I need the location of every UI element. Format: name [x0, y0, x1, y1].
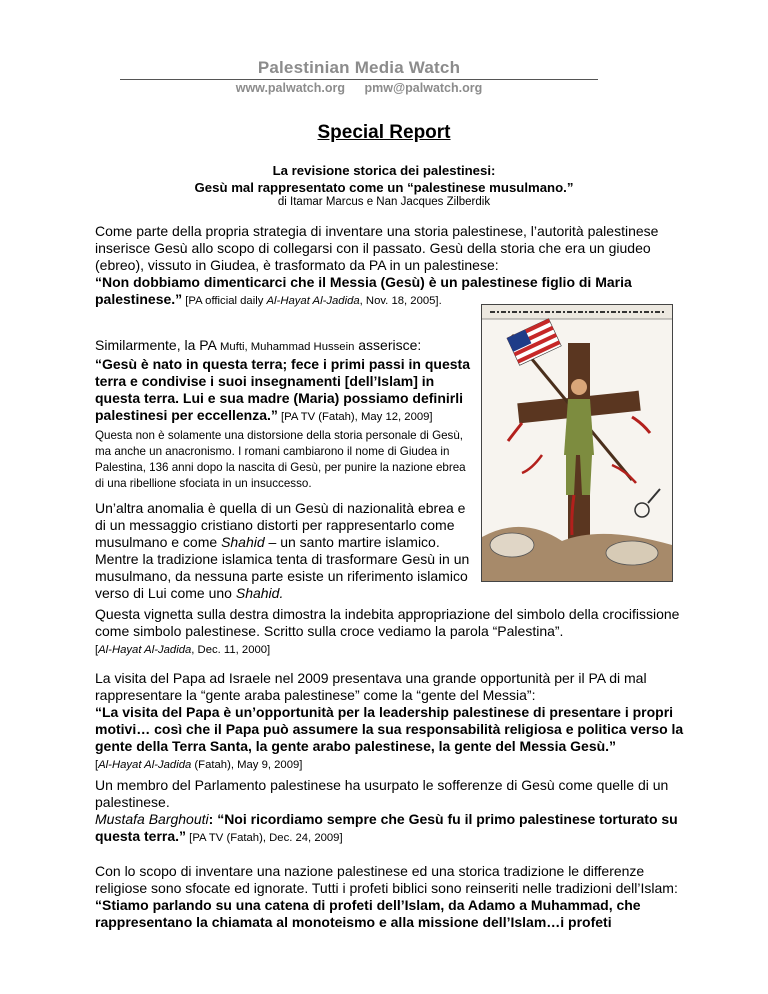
p5-text: Questa vignetta sulla destra dimostra la indebita appropriazione del simbolo della crocifissione come simbolo palestinese. Scritto sulla croce vediamo la parola “Palestina”.: [95, 606, 680, 639]
paragraph-3: Questa non è solamente una distorsione della storia personale di Gesù, ma anche un anacronismo. I romani cambiarono il nome di Giudea in Palestina, 136 anni dopo la nascita di Gesù, per punire la nazione ebrea di una ribellione sfociata in un insuccesso.: [95, 429, 466, 490]
p2-quote: “Gesù è nato in questa terra; fece i primi passi in questa terra e condivise i suoi insegnamenti [dell’Islam] in questa terra. Lui e sua madre (Maria) possiamo definirli palestinesi per eccellenza.”: [95, 356, 470, 423]
figure-body: [564, 399, 594, 455]
p4-shahid-end: Shahid.: [235, 585, 284, 601]
p2-source: [PA TV (Fatah), May 12, 2009]: [277, 411, 433, 423]
paragraph-7: Un membro del Parlamento palestinese ha usurpato le sofferenze di Gesù come quelle di un palestinese. Mustafa Barghouti: “Noi ricordiamo sempre che Gesù fu il primo palestinese torturato su questa terra.” [PA TV (Fatah), Dec. 24, 2009]: [95, 777, 678, 844]
p6-source: [Al-Hayat Al-Jadida (Fatah), May 9, 2009]: [95, 759, 303, 771]
p4-shahid: Shahid: [221, 534, 265, 550]
p8-text: Con lo scopo di inventare una nazione palestinese ed una storica tradizione le differenze religiose sono sfocate ed ignorate. Tutti i profeti biblici sono reinseriti nelle tradizioni dell’Islam:: [95, 863, 678, 896]
masthead: [120, 58, 598, 95]
website-link[interactable]: www.palwatch.org: [235, 81, 346, 95]
paragraph-2: [95, 337, 473, 426]
masthead-links: [120, 81, 598, 95]
figure-left: [490, 533, 534, 557]
subtitle-line-1: La revisione storica dei palestinesi:: [272, 163, 496, 178]
byline: di Itamar Marcus e Nan Jacques Zilberdik: [277, 196, 491, 208]
report-title: Special Report: [317, 122, 451, 143]
figure-head: [571, 379, 587, 395]
p8-quote: “Stiamo parlando su una catena di profeti dell’Islam, da Adamo a Muhammad, che rappresentano la chiamata al monoteismo e alla missione dell’Islam…i profeti: [95, 897, 641, 930]
paragraph-4: [95, 500, 475, 602]
cartoon-drawing: [482, 305, 672, 581]
p7-speaker: Mustafa Barghouti: [95, 811, 209, 827]
email-link[interactable]: pmw@palwatch.org: [364, 81, 483, 95]
newspaper-header-strip: [482, 305, 672, 319]
paragraph-6: [95, 670, 687, 774]
p6-text: La visita del Papa ad Israele nel 2009 presentava una grande opportunità per il PA di mal rappresentare la “gente araba palestinese” come la “gente del Messia”:: [95, 670, 647, 703]
figure-right: [606, 541, 658, 565]
p2-verb: asserisce:: [354, 337, 422, 353]
p2-mufti-name: Mufti, Muhammad Hussein: [220, 341, 355, 353]
p7-quote: “Noi ricordiamo sempre che Gesù fu il primo palestinese torturato su questa terra.”: [95, 811, 678, 844]
p4-text-a: Un’altra anomalia è quella di un Gesù di nazionalità ebrea e di un messaggio cristiano distorti per rappresentarlo come musulmano e come: [95, 500, 466, 550]
p7-text: Un membro del Parlamento palestinese ha usurpato le sofferenze di Gesù come quelle di un palestinese.: [95, 777, 669, 810]
p6-quote: “La visita del Papa è un’opportunità per la leadership palestinese di presentare i propri motivi… così che il Papa può assumere la sua responsabilità religiosa e politica verso la gente della Terra Santa, la gente arabo palestinese, la gente del Messia Gesù.”: [95, 704, 684, 754]
hammer-icon: [635, 503, 649, 517]
p1-quote: “Non dobbiamo dimenticarci che il Messia (Gesù) è un palestinese figlio di Maria palestinese.”: [95, 274, 632, 307]
p2-lead: Similarmente, la PA: [95, 337, 221, 353]
subtitle-line-2: Gesù mal rappresentato come un “palestinese musulmano.”: [194, 180, 574, 195]
paragraph-8: [95, 863, 687, 931]
p1-source: [PA official daily Al-Hayat Al-Jadida, Nov. 18, 2005].: [182, 295, 442, 307]
report-subtitle: [0, 162, 768, 196]
masthead-rule: [120, 79, 598, 80]
us-flag-icon: [507, 319, 561, 366]
p7-source: [PA TV (Fatah), Dec. 24, 2009]: [186, 832, 343, 844]
masthead-title: Palestinian Media Watch: [257, 58, 461, 77]
p4-text-b: – un santo martire islamico. Mentre la tradizione islamica tenta di trasformare Gesù in un musulmano, da nessuna parte esiste un riferimento islamico verso di Lui come uno: [95, 534, 470, 601]
paragraph-1: [95, 223, 675, 310]
p5-source: [Al-Hayat Al-Jadida, Dec. 11, 2000]: [95, 644, 271, 656]
p1-text: Come parte della propria strategia di inventare una storia palestinese, l’autorità palestinese inserisce Gesù allo scopo di collegarsi con il passato. Gesù della storia che era un giudeo (ebreo), vissuto in Giudea, è trasformato da PA in un palestinese:: [95, 223, 659, 273]
paragraph-5: [95, 606, 685, 659]
cartoon-image: [481, 304, 673, 582]
